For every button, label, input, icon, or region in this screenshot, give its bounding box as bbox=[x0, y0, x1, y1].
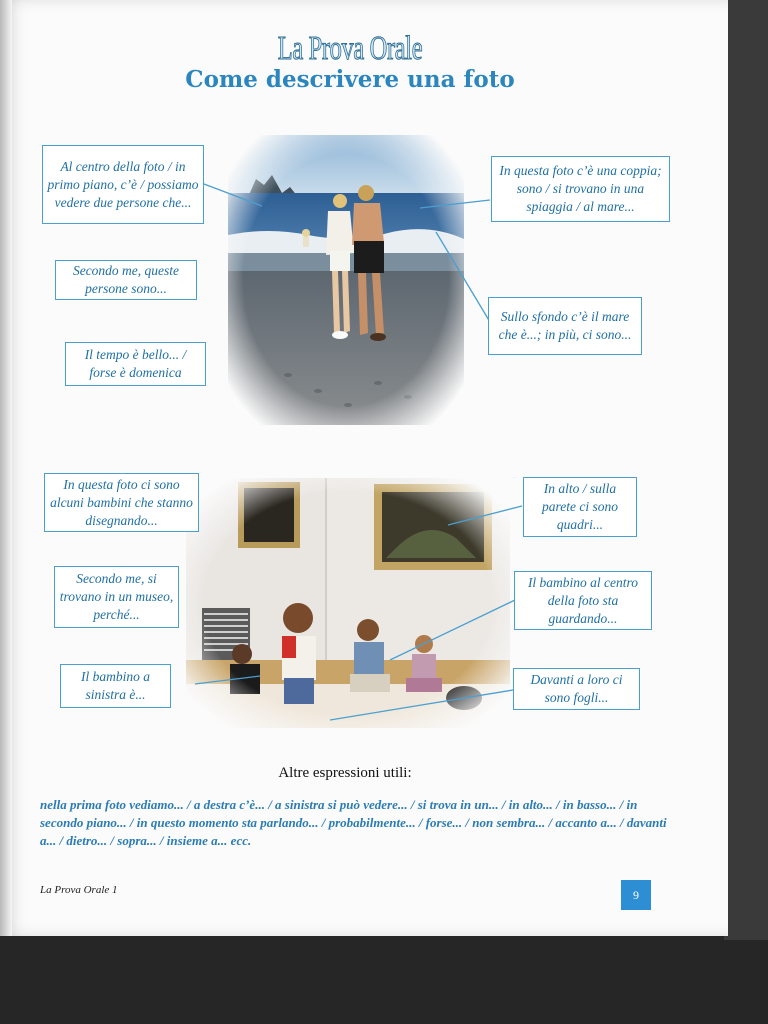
callout-paintings: In alto / sulla parete ci sono quadri... bbox=[523, 477, 637, 537]
callout-child-center: Il bambino al centro della foto sta guardando... bbox=[514, 571, 652, 630]
page-title: La Prova Orale bbox=[277, 30, 423, 67]
callout-children-drawing: In questa foto ci sono alcuni bambini che stanno disegnando... bbox=[44, 473, 199, 532]
callout-papers: Davanti a loro ci sono fogli... bbox=[513, 668, 640, 710]
page-number-badge: 9 bbox=[621, 880, 651, 910]
callout-background-sea: Sullo sfondo c’è il mare che è...; in più, ci sono... bbox=[488, 297, 642, 355]
callout-opinion-people: Secondo me, queste persone sono... bbox=[55, 260, 197, 300]
expressions-text: nella prima foto vediamo... / a destra c’è... / a sinistra si può vedere... / si trova in un... / in alto... / in basso... / in secondo piano... / in questo momento sta parlando... / probabilmente... / forse... / non sembra... / accanto a... / davanti a... / dietro... / sopra... / insieme a... ecc. bbox=[40, 797, 667, 848]
callout-museum: Secondo me, si trovano in un museo, perché... bbox=[54, 566, 179, 628]
callout-couple-beach: In questa foto c’è una coppia; sono / si trovano in una spiaggia / al mare... bbox=[491, 156, 670, 222]
book-edge bbox=[724, 0, 768, 940]
museum-photo-illustration bbox=[186, 478, 510, 728]
museum-photo bbox=[186, 478, 510, 728]
callout-child-left: Il bambino a sinistra è... bbox=[60, 664, 171, 708]
page-spine-shadow bbox=[0, 0, 12, 936]
beach-photo-illustration bbox=[228, 135, 464, 425]
expressions-heading: Altre espressioni utili: bbox=[278, 765, 412, 781]
callout-center-foreground: Al centro della foto / in primo piano, c’è / possiamo vedere due persone che... bbox=[42, 145, 204, 224]
background-shadow bbox=[0, 935, 768, 1024]
callout-weather: Il tempo è bello... / forse è domenica bbox=[65, 342, 206, 386]
beach-photo bbox=[228, 135, 464, 425]
page-subtitle: Come descrivere una foto bbox=[185, 66, 515, 93]
footer-book-title: La Prova Orale 1 bbox=[40, 884, 118, 896]
